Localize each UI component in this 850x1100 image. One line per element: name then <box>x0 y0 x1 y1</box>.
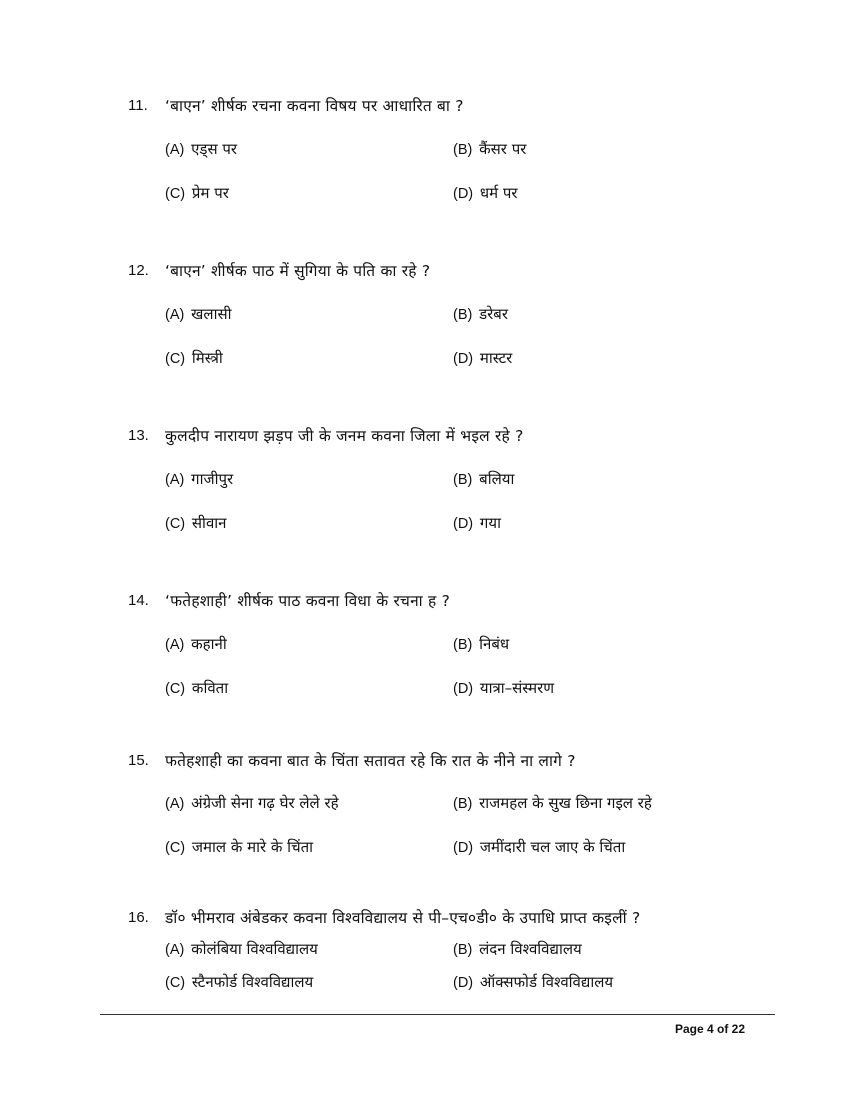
option-text: अंग्रेजी सेना गढ़ घेर लेले रहे <box>191 794 339 812</box>
option-text: सीवान <box>191 514 227 532</box>
option-label: (D) <box>453 351 474 367</box>
option-a <box>165 139 237 159</box>
option-label: (B) <box>453 307 473 323</box>
question-number: 15. <box>128 752 149 769</box>
option-label: (A) <box>165 637 185 653</box>
option-text: मास्टर <box>479 349 513 367</box>
option-text: जमाल के मारे के चिंता <box>191 838 314 856</box>
option-label: (D) <box>453 840 474 856</box>
question-text: ‘फतेहशाही’ शीर्षक पाठ कवना विधा के रचना ह ? <box>165 592 451 610</box>
option-c <box>165 513 227 533</box>
option-text: खलासी <box>191 305 232 323</box>
option-label: (A) <box>165 142 185 158</box>
option-text: प्रेम पर <box>191 184 229 202</box>
option-d <box>453 513 501 533</box>
option-b <box>453 469 514 489</box>
option-label: (C) <box>165 681 186 697</box>
question-number: 11. <box>128 97 148 114</box>
option-c <box>165 972 313 992</box>
option-c <box>165 183 229 203</box>
option-text: बलिया <box>479 470 515 488</box>
option-d <box>453 678 554 698</box>
option-label: (D) <box>453 975 474 991</box>
option-a <box>165 469 233 489</box>
option-label: (B) <box>453 472 473 488</box>
option-d <box>453 837 625 857</box>
option-text: राजमहल के सुख छिना गइल रहे <box>479 794 652 812</box>
option-c <box>165 837 313 857</box>
option-label: (B) <box>453 637 473 653</box>
option-text: गया <box>479 514 501 532</box>
option-text: धर्म पर <box>479 184 518 202</box>
option-label: (A) <box>165 307 185 323</box>
option-a <box>165 939 318 959</box>
option-label: (D) <box>453 516 474 532</box>
option-label: (A) <box>165 472 185 488</box>
option-label: (C) <box>165 975 186 991</box>
option-a <box>165 634 227 654</box>
option-d <box>453 183 518 203</box>
option-text: कैंसर पर <box>479 140 527 158</box>
option-label: (B) <box>453 142 473 158</box>
option-label: (C) <box>165 351 186 367</box>
question-text: डॉ० भीमराव अंबेडकर कवना विश्वविद्यालय से पी–एच०डी० के उपाधि प्राप्त कइलीं ? <box>165 909 641 927</box>
option-label: (C) <box>165 840 186 856</box>
question-text: फतेहशाही का कवना बात के चिंता सतावत रहे कि रात के नीने ना लागे ? <box>165 752 576 770</box>
option-text: डरेबर <box>479 305 508 323</box>
option-text: यात्रा–संस्मरण <box>479 679 555 697</box>
question-text: ‘बाएन’ शीर्षक पाठ में सुगिया के पति का रहे ? <box>165 262 431 280</box>
option-text: जमींदारी चल जाए के चिंता <box>479 838 626 856</box>
question-number: 16. <box>128 909 149 926</box>
option-d <box>453 348 512 368</box>
option-b <box>453 939 582 959</box>
option-label: (B) <box>453 942 473 958</box>
option-label: (D) <box>453 681 474 697</box>
option-text: ऑक्सफोर्ड विश्वविद्यालय <box>479 973 614 991</box>
option-text: कहानी <box>191 635 227 653</box>
option-c <box>165 678 228 698</box>
option-text: एड्स पर <box>191 140 238 158</box>
option-a <box>165 304 231 324</box>
option-text: कविता <box>191 679 229 697</box>
question-text: कुलदीप नारायण झड़प जी के जनम कवना जिला में भइल रहे ? <box>165 427 524 445</box>
option-text: गाजीपुर <box>191 470 234 488</box>
page-number: Page 4 of 22 <box>675 1022 746 1036</box>
question-number: 13. <box>128 427 149 444</box>
footer-divider <box>100 1014 775 1015</box>
option-b <box>453 304 508 324</box>
option-label: (A) <box>165 942 185 958</box>
option-label: (C) <box>165 186 186 202</box>
option-b <box>453 139 526 159</box>
option-text: मिस्त्री <box>191 349 223 367</box>
question-text: ‘बाएन’ शीर्षक रचना कवना विषय पर आधारित बा ? <box>165 97 464 115</box>
option-text: निबंध <box>479 635 510 653</box>
option-label: (D) <box>453 186 474 202</box>
question-number: 12. <box>128 262 149 279</box>
option-label: (B) <box>453 796 473 812</box>
option-text: कोलंबिया विश्वविद्यालय <box>191 940 318 958</box>
option-b <box>453 793 652 813</box>
option-label: (C) <box>165 516 186 532</box>
option-text: लंदन विश्वविद्यालय <box>479 940 582 958</box>
option-c <box>165 348 223 368</box>
option-a <box>165 793 339 813</box>
option-b <box>453 634 509 654</box>
option-d <box>453 972 613 992</box>
option-label: (A) <box>165 796 185 812</box>
question-number: 14. <box>128 592 149 609</box>
option-text: स्टैनफोर्ड विश्वविद्यालय <box>191 973 314 991</box>
